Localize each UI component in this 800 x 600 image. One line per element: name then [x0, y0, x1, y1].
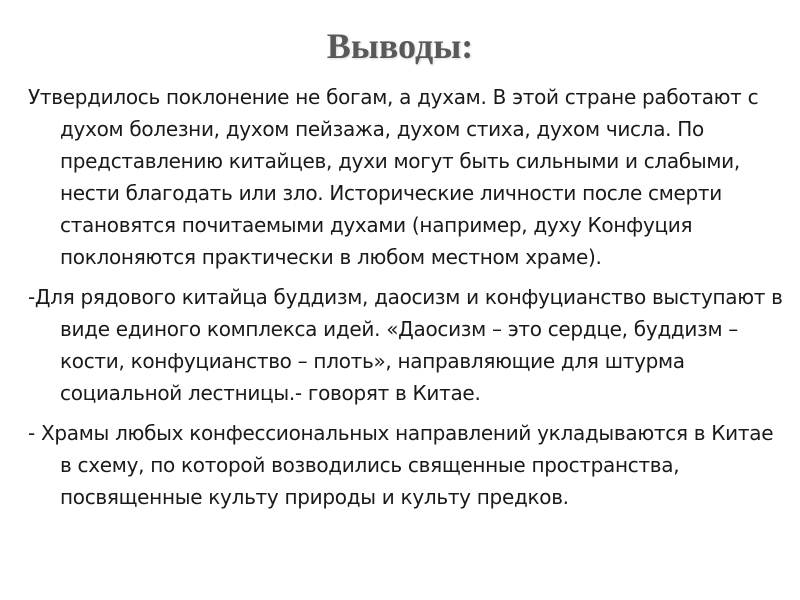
- paragraph-three-teachings: -Для рядового китайца буддизм, даосизм и конфуцианство выступают в виде единого комплекса идей. «Даосизм – это сердце, буддизм – кости, конфуцианство – плоть», направляющие для штурма социальной лестницы.- говорят в Китае.: [28, 285, 783, 405]
- paragraph-spirits: Утвердилось поклонение не богам, а духам. В этой стране работают с духом болезни, духом пейзажа, духом стиха, духом числа. По представлению китайцев, духи могут быть сильными и слабыми, нести благодать или зло. Исторические личности после смерти становятся почитаемыми духами (например, духу Конфуция поклоняются практически в любом местном храме).: [28, 85, 759, 269]
- paragraph-temples: - Храмы любых конфессиональных направлений укладываются в Китае в схему, по которой возводились священные пространства, посвященные культу природы и культу предков.: [28, 421, 774, 509]
- slide-title: Выводы:: [326, 26, 474, 66]
- slide-body: [28, 81, 783, 521]
